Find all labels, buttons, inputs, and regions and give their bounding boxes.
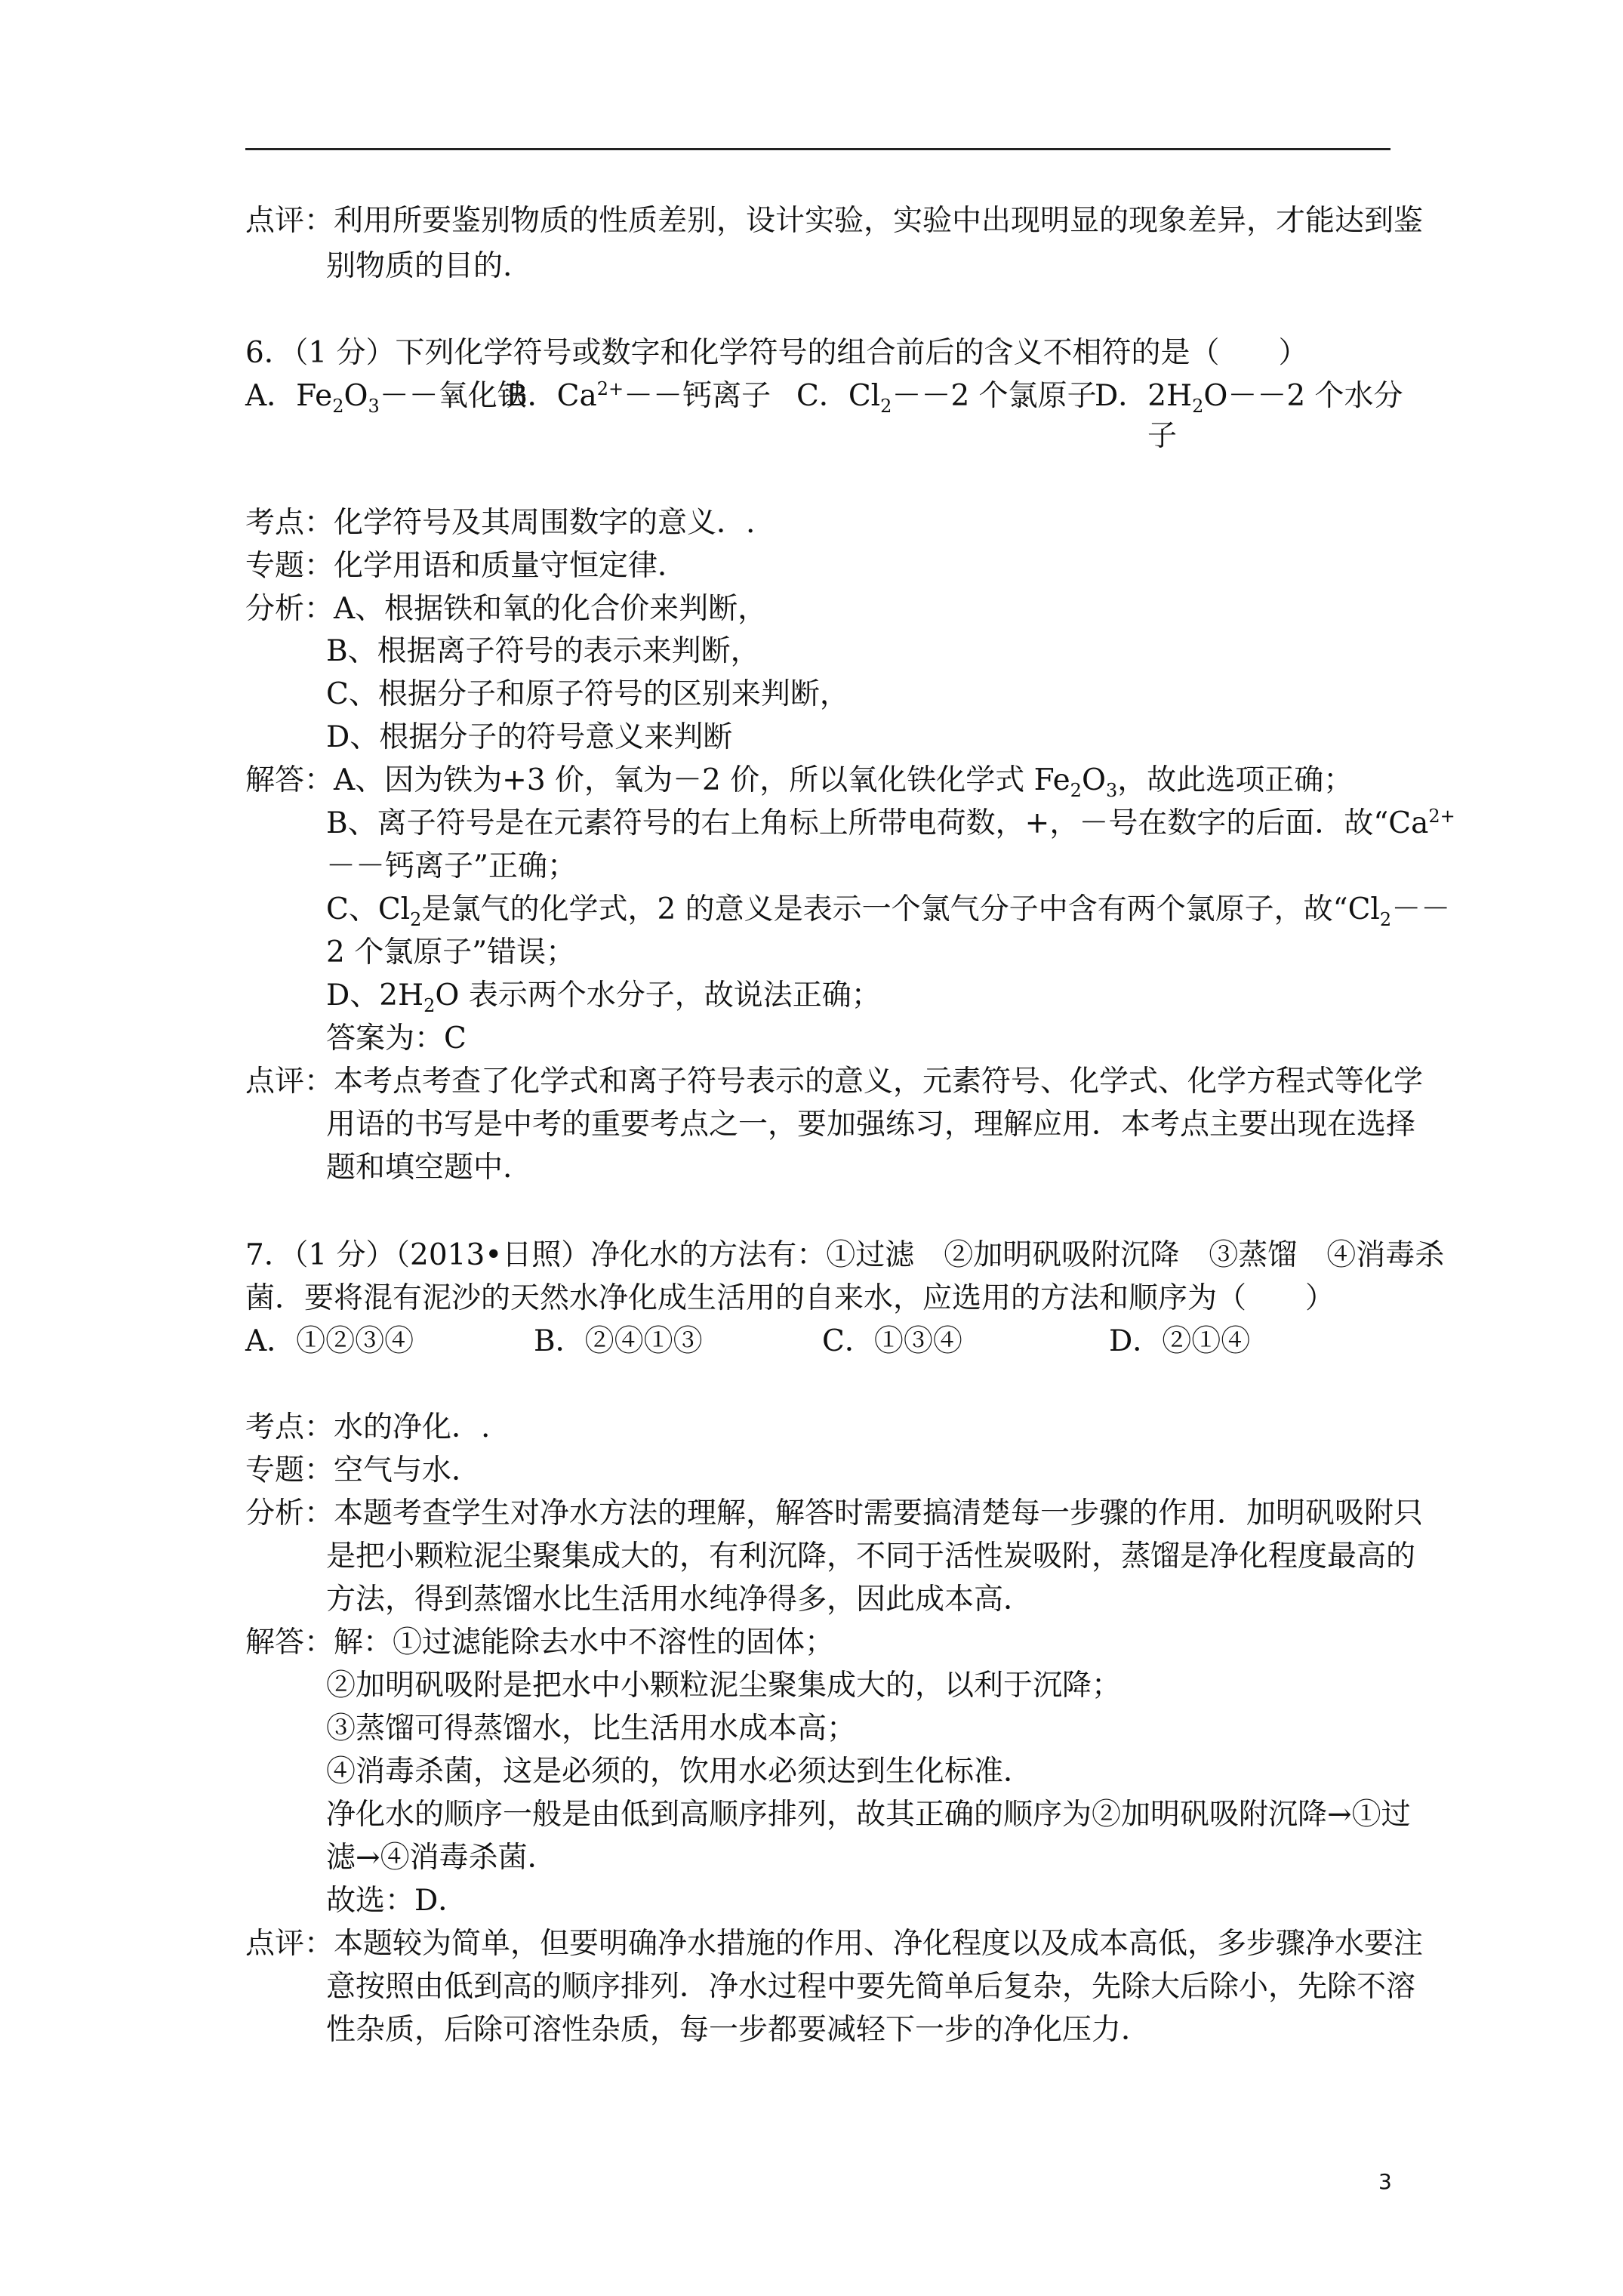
q6-jieda-7: 答案为：C <box>326 1022 467 1056</box>
q7-jieda-7: 故选：D． <box>326 1884 468 1918</box>
q7-zhuanti: 专题：空气与水． <box>245 1453 482 1487</box>
q7-dianping-3: 性杂质，后除可溶性杂质，每一步都要减轻下一步的净化压力． <box>326 2013 1151 2047</box>
q7-options <box>245 1324 1250 1359</box>
q7-jieda-6: 滤→④消毒杀菌． <box>326 1841 557 1875</box>
q6-stem: 6．（1 分）下列化学符号或数字和化学符号的组合前后的含义不相符的是（ ） <box>245 336 1308 370</box>
q6-option-d-wrap: 子 <box>1147 419 1178 453</box>
q7-dianping-1: 点评：本题较为简单，但要明确净水措施的作用、净化程度以及成本高低，多步骤净水要注 <box>245 1927 1424 1961</box>
header-rule <box>245 148 1390 150</box>
q7-fenxi-3: 方法，得到蒸馏水比生活用水纯净得多，因此成本高． <box>326 1583 1033 1616</box>
q7-option-c: C．①③④ <box>822 1324 962 1358</box>
q7-kaodian: 考点：水的净化．. <box>245 1410 491 1444</box>
q7-jieda-3: ③蒸馏可得蒸馏水，比生活用水成本高； <box>326 1712 857 1746</box>
q6-dianping-2: 用语的书写是中考的重要考点之一，要加强练习，理解应用．本考点主要出现在选择 <box>326 1108 1416 1142</box>
q6-jieda-1: 解答：A、因为铁为+3 价，氧为－2 价，所以氧化铁化学式 $Fe_2O_3$，故此选项正确； <box>245 763 1354 801</box>
q7-option-d: D．②①④ <box>1109 1324 1251 1358</box>
q6-options <box>245 378 1403 417</box>
q7-jieda-1: 解答：解：①过滤能除去水中不溶性的固体； <box>245 1626 835 1660</box>
q7-option-b: B．②④①③ <box>534 1324 703 1358</box>
q7-fenxi-2: 是把小颗粒泥尘聚集成大的，有利沉降，不同于活性炭吸附，蒸馏是净化程度最高的 <box>326 1539 1416 1573</box>
q7-stem-2: 菌．要将混有泥沙的天然水净化成生活用的自来水，应选用的方法和顺序为（ ） <box>245 1281 1335 1315</box>
q6-option-d: D．$2H_2O--2$ 个水分 <box>1095 379 1403 417</box>
q6-fenxi-1: 分析：A、根据铁和氧的化合价来判断， <box>245 592 768 626</box>
q6-kaodian: 考点：化学符号及其周围数字的意义．. <box>245 506 756 540</box>
q6-fenxi-4: D、根据分子的符号意义来判断 <box>326 720 733 754</box>
q6-jieda-5: 2 个氯原子”错误； <box>326 935 576 969</box>
q7-jieda-4: ④消毒杀菌，这是必须的，饮用水必须达到生化标准． <box>326 1755 1033 1789</box>
page-number: 3 <box>1378 2169 1392 2194</box>
q6-option-c: C．$Cl_2--2$ 个氯原子 <box>796 379 1097 417</box>
q7-fenxi-1: 分析：本题考查学生对净水方法的理解，解答时需要搞清楚每一步骤的作用．加明矾吸附只 <box>245 1496 1424 1530</box>
comment-line-2: 别物质的目的. <box>326 249 513 283</box>
q6-option-b: B．$Ca^{2+}--$钙离子 <box>506 378 771 413</box>
comment-line-1: 点评：利用所要鉴别物质的性质差别，设计实验，实验中出现明显的现象差异，才能达到鉴 <box>245 204 1424 238</box>
q7-option-a: A．①②③④ <box>245 1324 414 1358</box>
q7-dianping-2: 意按照由低到高的顺序排列．净水过程中要先简单后复杂，先除大后除小，先除不溶 <box>326 1970 1416 2004</box>
q6-dianping-1: 点评：本考点考查了化学式和离子符号表示的意义，元素符号、化学式、化学方程式等化学 <box>245 1065 1424 1099</box>
q6-dianping-3: 题和填空题中. <box>326 1151 513 1185</box>
q7-jieda-5: 净化水的顺序一般是由低到高顺序排列，故其正确的顺序为②加明矾吸附沉降→①过 <box>326 1798 1411 1832</box>
q6-fenxi-3: C、根据分子和原子符号的区别来判断， <box>326 677 849 711</box>
q6-option-a: A．$Fe_2O_3--$氧化铁 <box>245 379 527 417</box>
q6-jieda-2: B、离子符号是在元素符号的右上角标上所带电荷数，+，－号在数字的后面．故“$Ca^{2+}$ <box>326 806 1455 840</box>
q6-jieda-3: －－钙离子”正确； <box>326 849 577 883</box>
q6-fenxi-2: B、根据离子符号的表示来判断， <box>326 634 760 668</box>
q7-jieda-2: ②加明矾吸附是把水中小颗粒泥尘聚集成大的，以利于沉降； <box>326 1669 1122 1703</box>
q6-zhuanti: 专题：化学用语和质量守恒定律． <box>245 549 688 583</box>
q6-jieda-6: D、$2H_2O$ 表示两个水分子，故说法正确； <box>326 978 881 1016</box>
q6-jieda-4: C、$Cl_2$是氯气的化学式，2 的意义是表示一个氯气分子中含有两个氯原子，故“$Cl_2--$ <box>326 892 1451 930</box>
q7-stem-1: 7．（1 分）（2013•日照）净化水的方法有：①过滤 ②加明矾吸附沉降 ③蒸馏 ④消毒杀 <box>245 1238 1445 1272</box>
